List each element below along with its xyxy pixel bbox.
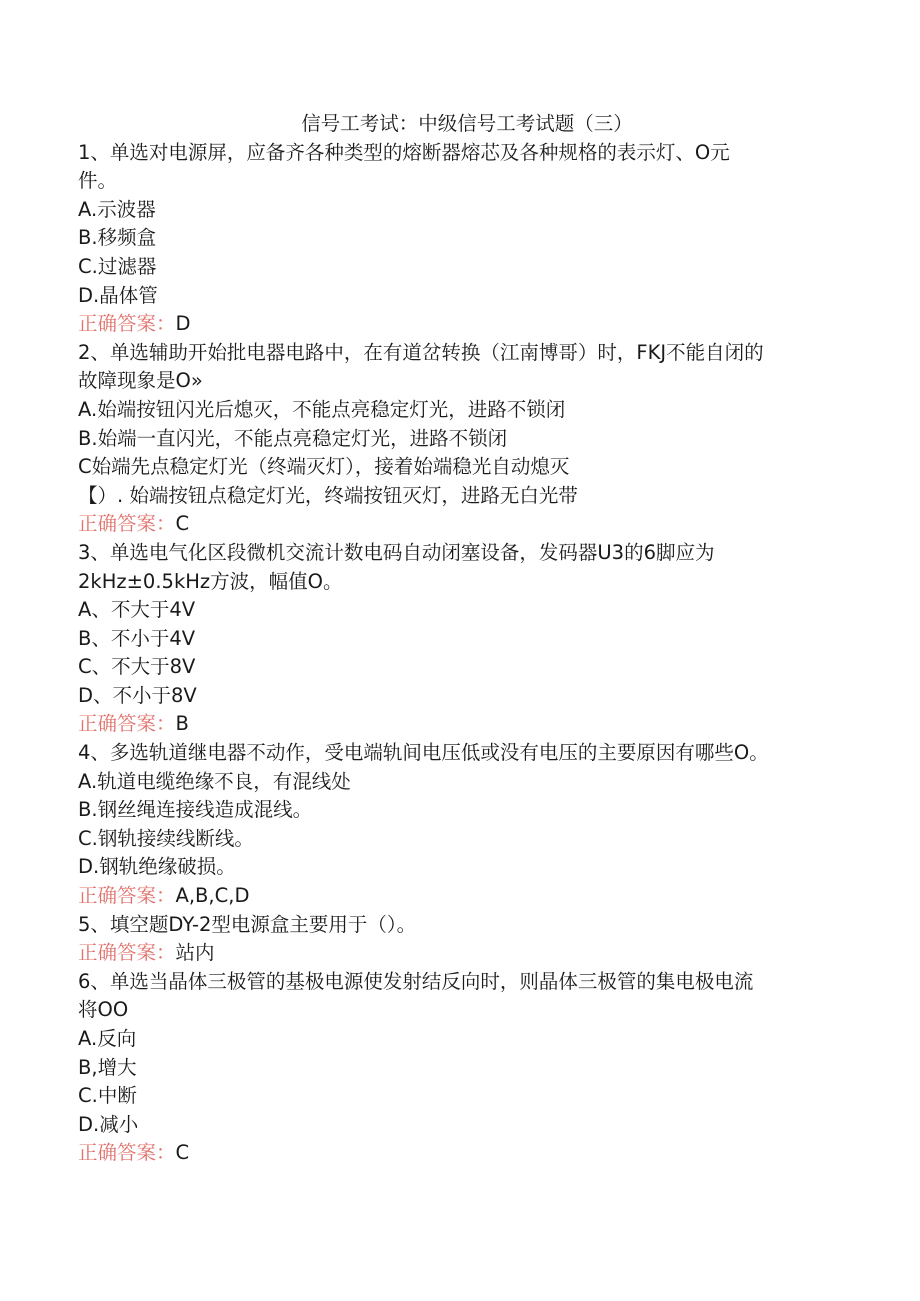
answer-option: 【）. 始端按钮点稳定灯光，终端按钮灭灯，进路无白光带 [78,483,578,507]
question-block [78,339,848,539]
question-stem-line: 4、多选轨道继电器不动作，受电端轨间电压低或没有电压的主要原因有哪些O。 [78,741,769,765]
correct-answer-label: 正确答案： [78,712,176,736]
correct-answer-label: 正确答案： [78,941,176,965]
correct-answer-value: B [175,712,189,736]
question-block [78,139,848,339]
answer-option: C、不大于8V [78,655,196,679]
answer-option: C始端先点稳定灯光（终端灭灯），接着始端稳光自动熄灭 [78,455,570,479]
correct-answer-value: C [175,1141,190,1165]
answer-option: A.轨道电缆绝缘不良，有混线处 [78,769,351,793]
question-stem-line: 2kHz±0.5kHz方波，幅值O。 [78,569,343,593]
question-stem-line: 2、单选辅助开始批电器电路中，在有道岔转换（江南博哥）时，FKJ不能自闭的 [78,340,764,364]
correct-answer [78,710,848,739]
question-list [78,139,848,1168]
answer-option: D、不小于8V [78,683,197,707]
answer-option: C.钢轨接续线断线。 [78,826,254,850]
answer-option: A.始端按钮闪光后熄灭，不能点亮稳定灯光，进路不锁闭 [78,397,566,421]
question-stem-line: 1、单选对电源屏，应备齐各种类型的熔断器熔芯及各种规格的表示灯、O元 [78,140,730,164]
question-stem-line: 故障现象是O» [78,369,203,393]
answer-option: B,增大 [78,1055,137,1079]
correct-answer-value: 站内 [175,941,215,965]
answer-option: C.中断 [78,1084,137,1108]
correct-answer-label: 正确答案： [78,512,176,536]
correct-answer-value: A,B,C,D [175,884,250,908]
question-stem-line: 件。 [78,169,118,193]
answer-option: B、不小于4V [78,626,196,650]
question-block [78,911,848,968]
question-stem-line: 6、单选当晶体三极管的基极电源使发射结反向时，则晶体三极管的集电极电流 [78,969,754,993]
correct-answer-value: C [175,512,190,536]
question-stem-line: 3、单选电气化区段微机交流计数电码自动闭塞设备，发码器U3的6脚应为 [78,540,715,564]
answer-option: D.晶体管 [78,283,158,307]
answer-option: B.始端一直闪光，不能点亮稳定灯光，进路不锁闭 [78,426,508,450]
correct-answer-label: 正确答案： [78,312,176,336]
correct-answer [78,510,848,539]
correct-answer [78,939,848,968]
question-block [78,739,848,911]
correct-answer-label: 正确答案： [78,884,176,908]
correct-answer [78,1139,848,1168]
question-stem-line: 将OO [78,998,129,1022]
answer-option: A.示波器 [78,197,156,221]
answer-option: C.过滤器 [78,254,157,278]
correct-answer-value: D [175,312,191,336]
answer-option: B.钢丝绳连接线造成混线。 [78,798,313,822]
answer-option: D.减小 [78,1112,139,1136]
question-block [78,539,848,739]
question-block [78,968,848,1168]
answer-option: D.钢轨绝缘破损。 [78,855,236,879]
document-title: 信号工考试：中级信号工考试题（三） [301,112,633,135]
answer-option: A.反向 [78,1027,137,1050]
correct-answer [78,310,848,339]
answer-option: A、不大于4V [78,598,196,622]
answer-option: B.移频盒 [78,226,157,250]
exam-document [78,110,848,1168]
correct-answer [78,882,848,911]
correct-answer-label: 正确答案： [78,1141,176,1165]
question-stem-line: 5、填空题DY-2型电源盒主要用于（）。 [78,912,417,936]
